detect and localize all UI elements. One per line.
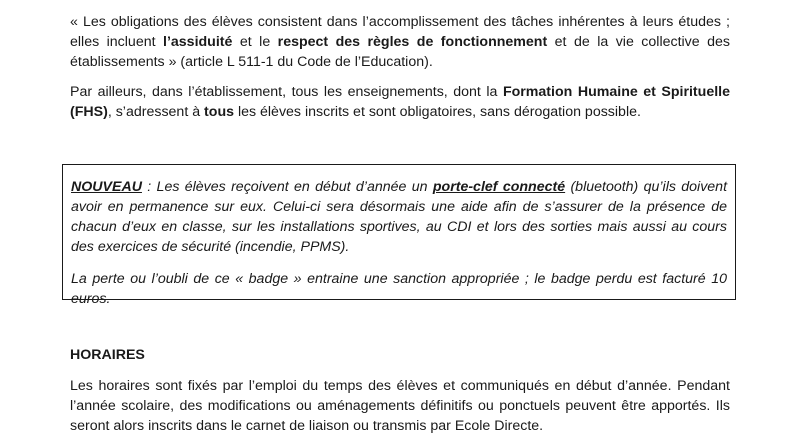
horaires-heading: HORAIRES [70, 347, 145, 363]
obligations-paragraph [70, 12, 730, 72]
nouveau-label: NOUVEAU [71, 179, 142, 195]
fhs-bold: Formation Humaine et Spirituelle (FHS) [70, 84, 730, 120]
notice-text-part2: (bluetooth) qu’ils doivent avoir en permanence sur eux. Celui-ci sera désormais une aide afin de s’assurer de la présence de chacun d’eux en classe, sur les installations sportives, au CDI et lors des sorties mais aussi au cours des exercices de sécurité (incendie, PPMS). [71, 179, 728, 255]
notice-text-part1: : Les élèves reçoivent en début d’année un [141, 179, 433, 195]
tous-bold: tous [204, 104, 234, 120]
badge-sanction-text: La perte ou l’oubli de ce « badge » entraine une sanction appropriée ; le badge perdu est facturé 10 euros. [71, 271, 727, 307]
obligations-text-start: « Les obligations des élèves consistent dans l’accomplissement des tâches inhérentes à leurs études ; elles incluent [70, 14, 730, 50]
porte-clef-bold: porte-clef connecté [432, 179, 566, 195]
respect-regles-bold: respect des règles de fonctionnement [277, 34, 548, 50]
fhs-text-middle: , s’adressent à [107, 104, 205, 120]
fhs-text-end: les élèves inscrits et sont obligatoires, sans dérogation possible. [234, 104, 641, 120]
obligations-text-end: et de la vie collective des établissements » (article L 511-1 du Code de l’Education). [70, 34, 730, 70]
obligations-connector: et le [232, 34, 278, 50]
nouveau-notice-box [62, 164, 736, 307]
fhs-text-start: Par ailleurs, dans l’établissement, tous les enseignements, dont la [70, 84, 503, 100]
fhs-paragraph [70, 82, 730, 122]
assiduite-bold: l’assiduité [163, 34, 233, 50]
nouveau-notice-text [71, 177, 727, 257]
horaires-paragraph: Les horaires sont fixés par l’emploi du temps des élèves et communiqués en début d’année. Pendant l’année scolaire, des modifications ou aménagements définitifs ou ponctuels peuvent être apportés. Ils seront alors inscrits dans le carnet de liaison ou transmis par Ecole Directe. [70, 378, 730, 434]
